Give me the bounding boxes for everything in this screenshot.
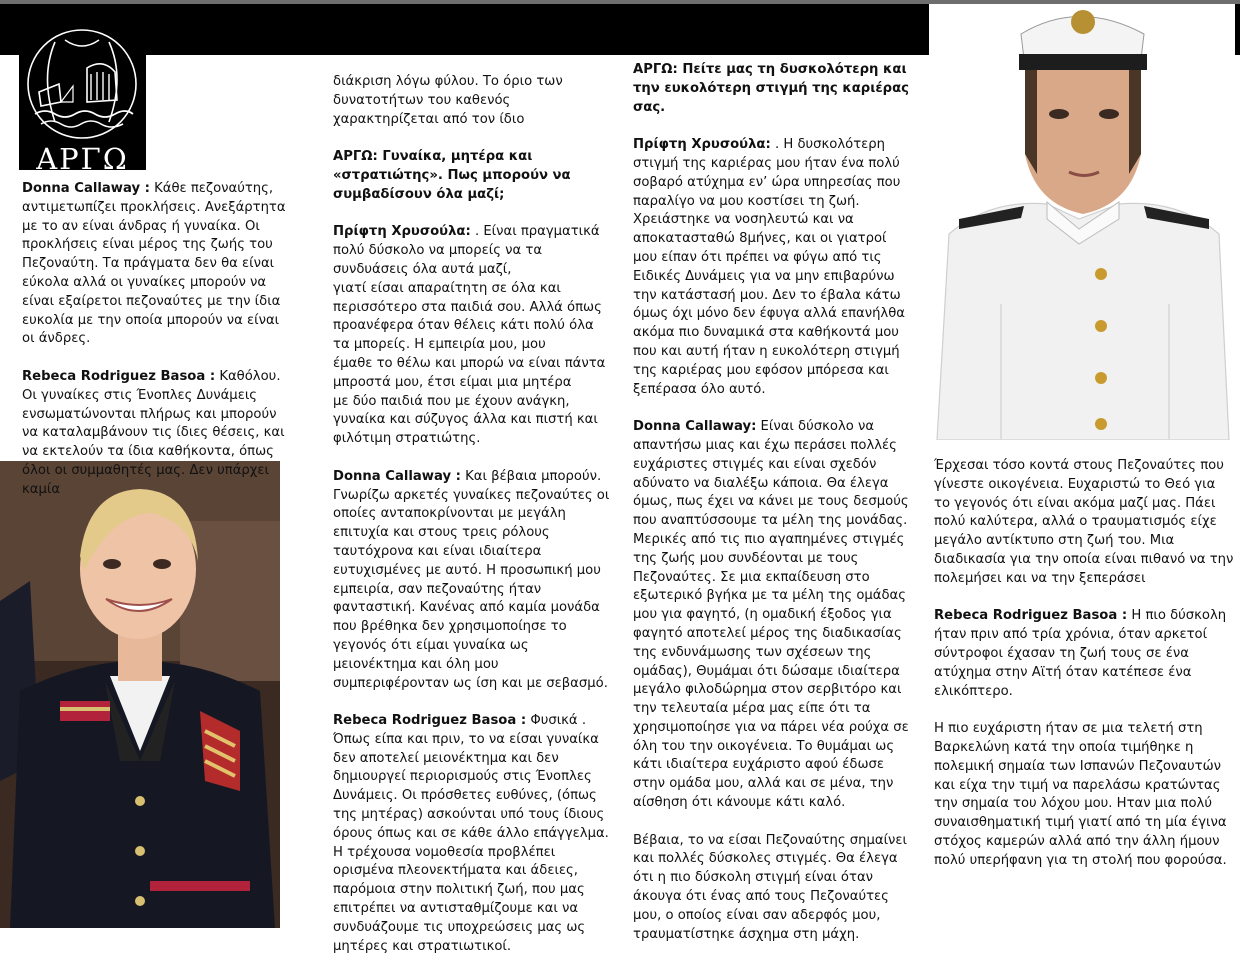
argo-logo [19,18,146,176]
answer-text: Η πιο ευχάριστη ήταν σε μια τελετή στη Βαρκελώνη κατά την οποία τιμήθηκε η πολεμική σημαία των Ισπανών Πεζοναυτών και είχα την τιμή να παρελάσω κρατώντας την σημαία του λόχου μου. Ηταν μια πολύ συναισθηματική τιμή γιατί από τη μία έγινα στόχος καμερών αλλά από την άλλη ήμουν πολύ υπερήφανη για τη στολή που φορούσα. [934,721,1227,868]
speaker-name: Rebeca Rodriguez Basoa : [934,608,1128,624]
answer-text: Είναι δύσκολο να απαντήσω μιας και έχω περάσει πολλές ευχάριστες στιγμές και είναι σχεδόν αδύνατο να διαλέξω κάποια. Θα έλεγα όμως, πως έχει να κάνει με τους δεσμούς που αναπτύσσουμε τα μέλη της μονάδας. Μερικές από τις πιο αγαπημένες στιγμές της ζωής μου συνδέονται με τους Πεζοναύτες. Σε μια εκπαίδευση στο εξωτερικό βγήκα με τα μέλη της ομάδας μου για φαγητό, (η ομαδική έξοδος για φαγητό αποτελεί μέρος της διαδικασίας της ενδυνάμωσης των σχέσεων της ομάδας), Θυμάμαι ότι δώσαμε ιδιαίτερα μεγάλο φιλοδώρημα στον σερβιτόρο και την τελευταία μέρα μας είπε ότι τα χρησιμοποίησε για να πάρει νέα ρούχα σε όλη του την οικογένεια. Το θυμάμαι ως κάτι ιδιαίτερα ευχάριστο αφού έδωσε στην ομάδα μου, αλλά και σε μένα, την αίσθηση ότι κάνουμε κάτι καλό. [633,419,909,811]
speaker-name: Rebeca Rodriguez Basoa : [22,368,216,384]
answer-paragraph [22,368,294,500]
answer-paragraph [633,136,913,399]
answer-text: Φυσικά . Όπως είπα και πριν, το να είσαι γυναίκα δεν αποτελεί μειονέκτημα και δεν δημιουργεί περιορισμούς στις Ένοπλες Δυνάμεις. Οι πρόσθετες ευθύνες, (όπως της μητέρας) ασκούνται υπό τους ίδιους όρους όπως και σε κάθε άλλο επάγγελμα. Η τρέχουσα νομοθεσία προβλέπει ορισμένα πλεονεκτήματα και άδειες, παρόμοια στην πολιτική ζωή, που μας επιτρέπει να αντισταθμίζουμε και να συνδυάζουμε τις υποχρεώσεις μας ως μητέρες και στρατιωτικοί. [333,713,609,954]
answer-paragraph [934,720,1234,870]
answer-text: Καθόλου. Οι γυναίκες στις Ένοπλες Δυνάμεις ενσωματώνονται πλήρως και μπορούν να καταλαμβάνουν τις ίδιες θέσεις, και να εκτελούν τα ίδια καθήκοντα, όπως όλοι οι συμμαθητές μας. Δεν υπάρχει καμία [22,368,285,497]
speaker-name: Rebeca Rodriguez Basoa : [333,713,527,729]
answer-paragraph [333,73,613,129]
answer-paragraph [333,712,613,956]
article-column-2 [333,73,613,975]
article-column-3 [633,61,913,963]
answer-paragraph [333,468,613,694]
answer-text: διάκριση λόγω φύλου. Το όριο των δυνατοτήτων του καθενός χαρακτηρίζεται από τον ίδιο [333,74,563,127]
interview-question: ΑΡΓΩ: Γυναίκα, μητέρα και «στρατιώτης». Πως μπορούν να συμβαδίσουν όλα μαζί; [333,149,571,202]
argo-emblem-icon [25,22,140,140]
answer-paragraph [633,418,913,813]
speaker-name: Πρίφτη Χρυσούλα: [633,137,771,153]
photo-marine-woman [0,461,280,928]
question-paragraph [633,61,913,117]
answer-text: Κάθε πεζοναύτης, αντιμετωπίζει προκλήσεις. Ανεξάρτητα με το αν είναι άνδρας ή γυναίκα. Οι προκλήσεις είναι μέρος της ζωής του Πεζοναύτη. Τα πράγματα δεν θα είναι εύκολα αλλά οι γυναίκες μπορούν να είναι εξαίρετοι πεζοναύτες με την ίδια ευκολία με την οποία μπορούν να είναι οι άνδρες. [22,181,286,347]
logo-text: ΑΡΓΩ [36,142,129,176]
article-column-1 [22,180,294,518]
answer-paragraph [333,223,613,449]
answer-text: Και βέβαια μπορούν. Γνωρίζω αρκετές γυναίκες πεζοναύτες οι οποίες ανταποκρίνονται με μεγάλη επιτυχία και στους τρεις ρόλους ταυτόχρονα και είναι ιδιαίτερα ευτυχισμένες με αυτό. Η προσωπική μου εμπειρία, σαν πεζοναύτης ήταν φανταστική. Κανένας από καμία μονάδα που βρέθηκα δεν χρησιμοποίησε το γεγονός ότι είμαι γυναίκα ως μειονέκτημα και όλη μου συμπεριφέρονταν ως ίση και με σεβασμό. [333,468,610,691]
answer-text: . Είναι πραγματικά πολύ δύσκολο να μπορείς να τα συνδυάσεις όλα αυτά μαζί, γιατί είσαι απαραίτητη σε όλα και περισσότερο στα παιδιά σου. Αλλά όπως προανέφερα όταν θέλεις κάτι πολύ όλα τα μπορείς. Η εμπειρία μου, μου έμαθε το θέλω και μπορώ να είναι πάντα μπροστά μου, έτσι είμαι μια μητέρα με δύο παιδιά που με έχουν ανάγκη, γυναίκα και σύζυγος άλλα και πιστή και φιλότιμη στρατιώτης. [333,224,606,447]
speaker-name: Donna Callaway: [633,419,757,435]
answer-paragraph [934,607,1234,701]
answer-text: Βέβαια, το να είσαι Πεζοναύτης σημαίνει και πολλές δύσκολες στιγμές. Θα έλεγα ότι η πιο δύσκολη στιγμή είναι όταν άκουγα ότι ένας από τους Πεζοναύτες μου, ο οποίος είναι σαν αδερφός μου, τραυματίστηκε άσχημα στη μάχη. [633,832,907,942]
answer-paragraph [934,457,1234,589]
article-column-4 [934,457,1234,889]
speaker-name: Donna Callaway : [333,468,461,484]
question-paragraph [333,148,613,204]
answer-text: . Η δυσκολότερη στιγμή της καριέρας μου ήταν ένα πολύ σοβαρό ατύχημα εν’ ώρα υπηρεσίας που παραλίγο να μου κοστίσει τη ζωή. Χρειάστηκε να νοσηλευτώ και να αποκατασταθώ 8μήνες, και οι γιατροί μου είπαν ότι πρέπει να φύγω από τις Ειδικές Δυνάμεις για να μην επιβαρύνω την κατάστασή μου. Δεν το έβαλα κάτω όμως όχι μόνο δεν έφυγα αλλά επανήλθα ακόμα πιο δυναμικά στα καθήκοντά μου που και αυτή ήταν η ευκολότερη στιγμή της καριέρας μου εφόσον μπόρεσα και ξεπέρασα όλο αυτό. [633,137,905,397]
answer-paragraph [22,180,294,349]
answer-text: Έρχεσαι τόσο κοντά στους Πεζοναύτες που γίνεστε οικογένεια. Ευχαριστώ το Θεό για το γεγονός ότι είναι ακόμα μαζί μας. Πάει πολύ καλύτερα, αλλά ο τραυματισμός είχε μεγάλο αντίκτυπο στη ζωή του. Μια διαδικασία για την οποία είναι πιθανό να την πολεμήσει και να την ξεπεράσει [934,458,1234,586]
answer-text: Η πιο δύσκολη ήταν πριν από τρία χρόνια, όταν αρκετοί σύντροφοι έχασαν τη ζωή τους σε ένα ατύχημα στην Αϊτή όταν κατέπεσε ένα ελικόπτερο. [934,608,1227,699]
interview-question: ΑΡΓΩ: Πείτε μας τη δυσκολότερη και την ευκολότερη στιγμή της καριέρας σας. [633,62,910,115]
photo-officer-white-uniform [929,4,1235,440]
speaker-name: Donna Callaway : [22,181,150,196]
speaker-name: Πρίφτη Χρυσούλα: [333,224,471,240]
